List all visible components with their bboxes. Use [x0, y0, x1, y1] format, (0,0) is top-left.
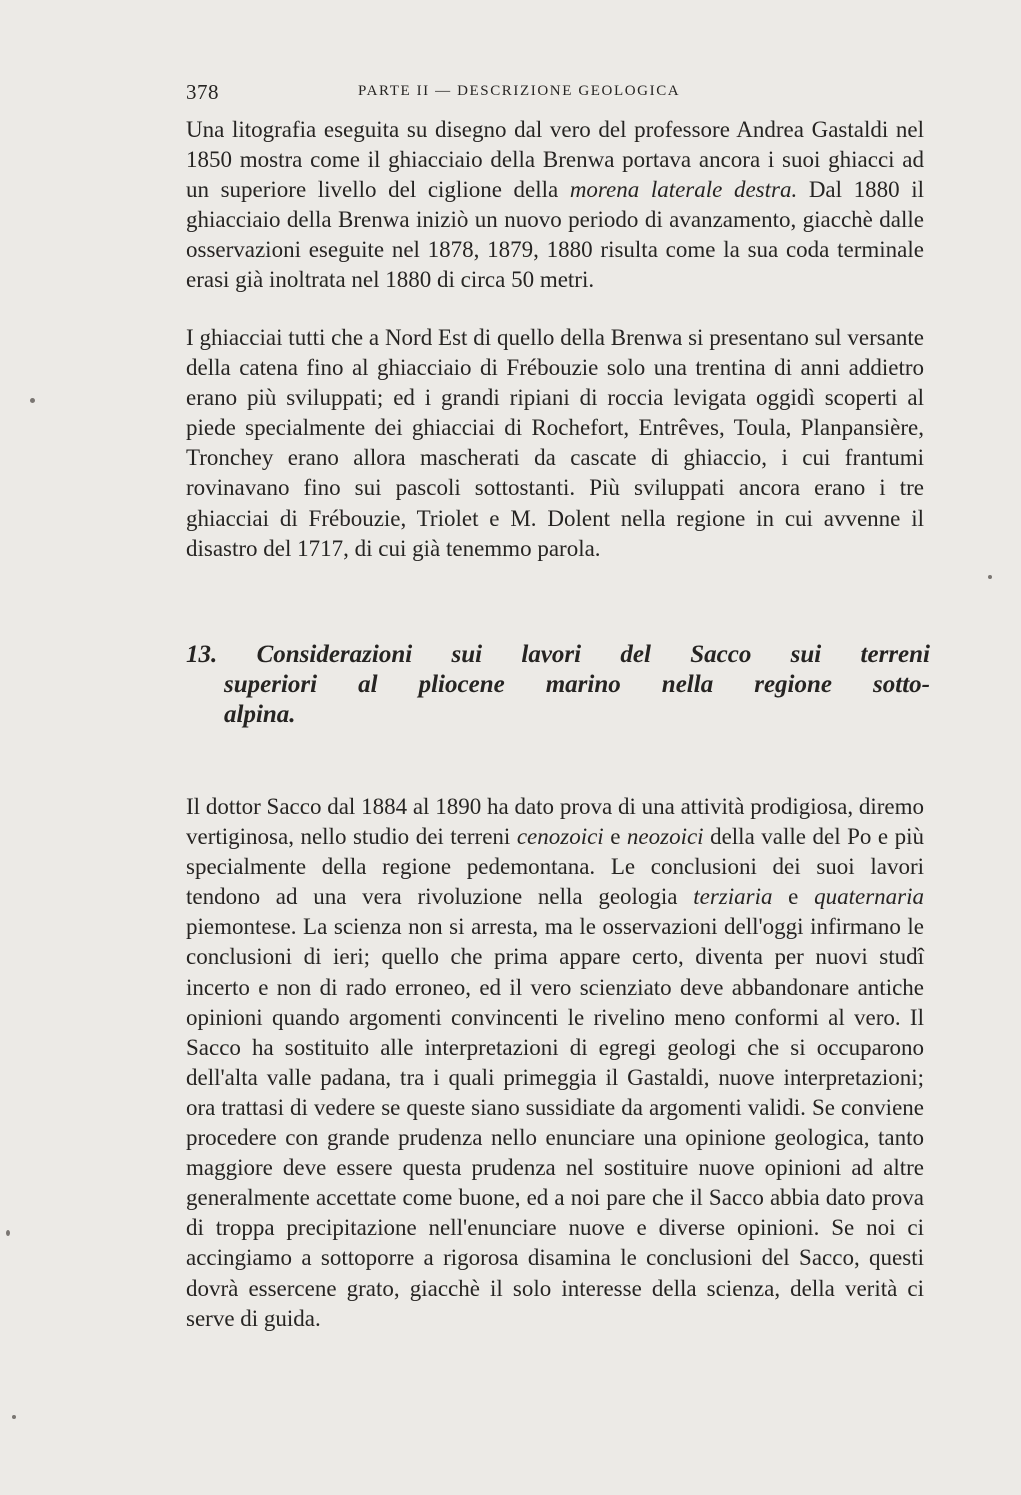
- section-number: 13.: [186, 641, 218, 668]
- section-heading-line-1: [186, 640, 930, 670]
- paper-speck: [30, 398, 35, 403]
- paragraph3-text-d: e: [772, 884, 815, 910]
- section-title-line-3: alpina.: [224, 701, 296, 728]
- term-terziaria: terziaria: [693, 884, 773, 910]
- paper-speck: [988, 575, 992, 579]
- paragraph3-text-a: Il dottor Sacco dal 1884 al 1890 ha dato prova di una attività prodigiosa, diremo vertiginosa, nello studio dei terreni: [186, 794, 924, 850]
- paper-speck: [12, 1415, 16, 1419]
- paper-speck: [6, 1230, 10, 1236]
- term-cenozoici: cenozoici: [516, 824, 604, 850]
- paragraph1-text-b: Dal 1880 il ghiacciaio della Brenwa iniziò un nuovo periodo di avanzamento, giacchè dalle osservazioni eseguite nel 1878, 1879, 1880 risulta come la sua coda terminale erasi già inoltrata nel 1880 di circa 50 metri.: [186, 177, 924, 293]
- paragraph-sacco-studies: [186, 792, 924, 1334]
- paragraph-brenwa-glacier: [186, 115, 924, 296]
- paragraph2-text: I ghiacciai tutti che a Nord Est di quello della Brenwa si presentano sul versante della catena fino al ghiacciaio di Frébouzie solo una trentina di anni addietro erano più sviluppati; ed i grandi ripiani di roccia levigata oggidì scoperti al piede specialmente dei ghiacciai di Rochefort, Entrêves, Toula, Planpansière, Tronchey erano allora mascherati da cascate di ghiaccio, i cui frantumi rovinavano fino sui pascoli sottostanti. Più sviluppati ancora erano i tre ghiacciai di Frébouzie, Triolet e M. Dolent nella regione in cui avvenne il disastro del 1717, di cui già tenemmo parola.: [186, 325, 924, 561]
- paragraph1-text-a: Una litografia eseguita su disegno dal vero del professore Andrea Gastaldi nel 1850 mostra come il ghiacciaio della Brenwa portava ancora i suoi ghiacci ad un superiore livello del ciglione della: [186, 117, 924, 203]
- term-quaternaria: quaternaria: [814, 884, 924, 910]
- section-title-line-1: Considerazioni sui lavori del Sacco sui terreni: [256, 641, 930, 668]
- term-neozoici: neozoici: [626, 824, 704, 850]
- paragraph3-text-b: e: [603, 824, 627, 850]
- page-number: 378: [186, 80, 219, 104]
- paragraph-northeast-glaciers: [186, 323, 924, 564]
- paragraph1-italic-term: morena laterale destra.: [569, 177, 798, 203]
- paragraph3-text-e: piemontese. La scienza non si arresta, ma le osservazioni dell'oggi infirmano le conclusioni di ieri; quello che prima appare certo, diventa per nuovi studî incerto e non di rado erroneo, ed il vero scienziato deve abbandonare antiche opinioni quando argomenti convincenti le rivelino meno conformi al vero. Il Sacco ha sostituito alle interpretazioni di egregi geologi che si occuparono dell'alta valle padana, tra i quali primeggia il Gastaldi, nuove interpretazioni; ora trattasi di vedere se queste siano sussidiate da argomenti validi. Se conviene procedere con grande prudenza nello enunciare una opinione geologica, tanto maggiore deve essere questa prudenza nel sostituire nuove opinioni ad altre generalmente accettate come buone, ed a noi pare che il Sacco abbia dato prova di troppa precipitazione nell'enunciare nuove e diverse opinioni. Se noi ci accingiamo a sottoporre a rigorosa disamina le conclusioni del Sacco, questi dovrà essercene grato, giacchè il solo interesse della scienza, della verità ci serve di guida.: [186, 914, 924, 1331]
- section-heading: [186, 640, 930, 730]
- paragraph3-text-c: della valle del Po e più specialmente della regione pedemontana. Le conclusioni dei suoi lavori tendono ad una vera rivoluzione nella geologia: [186, 824, 925, 910]
- page-header: [186, 80, 924, 110]
- running-head: PARTE II — DESCRIZIONE GEOLOGICA: [358, 83, 681, 99]
- section-title-line-2: superiori al pliocene marino nella regione sotto-: [224, 671, 930, 698]
